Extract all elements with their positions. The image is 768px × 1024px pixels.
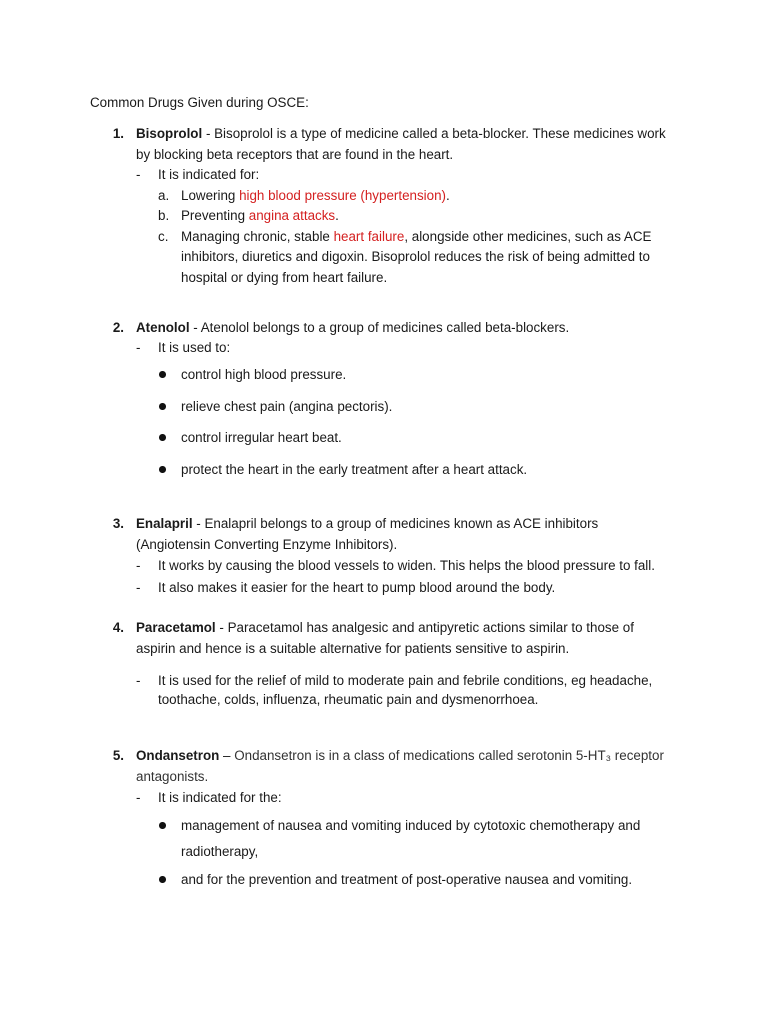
bullet-item: control irregular heart beat.: [181, 430, 342, 445]
dash-marker: -: [136, 580, 141, 595]
separator: -: [202, 126, 215, 141]
separator: –: [219, 748, 235, 763]
text: , alongside other medicines, such as ACE: [404, 229, 652, 244]
list-item-atenolol: [136, 319, 569, 337]
highlighted-term: angina attacks: [248, 208, 336, 223]
letter-marker: a.: [158, 188, 170, 203]
list-number: 4.: [112, 620, 124, 635]
drug-description: Atenolol belongs to a group of medicines called beta-blockers.: [200, 320, 570, 335]
text: .: [335, 208, 339, 223]
dash-marker: -: [136, 167, 141, 182]
list-number: 5.: [112, 748, 124, 763]
bullet-item: control high blood pressure.: [181, 367, 347, 382]
list-item-bisoprolol: [136, 125, 666, 143]
separator: -: [192, 516, 205, 531]
drug-description-cont: (Angiotensin Converting Enzyme Inhibitors).: [136, 537, 398, 552]
dash-marker: -: [136, 558, 141, 573]
text: Lowering: [181, 188, 240, 203]
bullet-icon: [159, 434, 166, 441]
indication-item: [181, 187, 450, 205]
bullet-icon: [159, 403, 166, 410]
indication-item-cont: inhibitors, diuretics and digoxin. Bisoprolol reduces the risk of being admitted to: [181, 249, 650, 264]
drug-description-cont: antagonists.: [136, 769, 209, 784]
drug-name: Atenolol: [136, 320, 190, 335]
dash-marker: -: [136, 673, 141, 688]
list-number: 2.: [112, 320, 124, 335]
indication-item-cont: hospital or dying from heart failure.: [181, 270, 388, 285]
bullet-icon: [159, 822, 166, 829]
drug-description: Ondansetron is in a class of medications called serotonin 5-HT₃ receptor: [234, 748, 664, 763]
text: .: [446, 188, 450, 203]
drug-description: Paracetamol has analgesic and antipyretic actions similar to those of: [227, 620, 634, 635]
sub-point: It is used for the relief of mild to moderate pain and febrile conditions, eg headache,: [158, 673, 653, 688]
highlighted-term: high blood pressure (hypertension): [239, 188, 446, 203]
bullet-item: and for the prevention and treatment of post-operative nausea and vomiting.: [181, 872, 633, 887]
list-number: 3.: [112, 516, 124, 531]
sub-point: It is used to:: [158, 340, 231, 355]
text: Managing chronic, stable: [181, 229, 334, 244]
indication-item: [181, 207, 339, 225]
bullet-item: relieve chest pain (angina pectoris).: [181, 399, 393, 414]
bullet-item-cont: radiotherapy,: [181, 844, 259, 859]
sub-point-cont: toothache, colds, influenza, rheumatic pain and dysmenorrhoea.: [158, 692, 539, 707]
drug-name: Paracetamol: [136, 620, 216, 635]
sub-point: It is indicated for:: [158, 167, 260, 182]
list-number: 1.: [112, 126, 124, 141]
sub-point: It also makes it easier for the heart to pump blood around the body.: [158, 580, 556, 595]
dash-marker: -: [136, 790, 141, 805]
drug-name: Bisoprolol: [136, 126, 203, 141]
drug-description: Enalapril belongs to a group of medicines known as ACE inhibitors: [204, 516, 599, 531]
bullet-item: management of nausea and vomiting induced by cytotoxic chemotherapy and: [181, 818, 641, 833]
indication-item: [181, 228, 651, 246]
list-item-enalapril: [136, 515, 598, 533]
bullet-icon: [159, 466, 166, 473]
sub-point: It works by causing the blood vessels to widen. This helps the blood pressure to fall.: [158, 558, 655, 573]
bullet-icon: [159, 876, 166, 883]
text: Preventing: [181, 208, 249, 223]
bullet-item: protect the heart in the early treatment after a heart attack.: [181, 462, 528, 477]
dash-marker: -: [136, 340, 141, 355]
drug-name: Ondansetron: [136, 748, 220, 763]
drug-description: Bisoprolol is a type of medicine called a beta-blocker. These medicines work: [214, 126, 666, 141]
drug-name: Enalapril: [136, 516, 193, 531]
separator: -: [189, 320, 201, 335]
separator: -: [215, 620, 228, 635]
drug-description-cont: by blocking beta receptors that are found in the heart.: [136, 147, 454, 162]
bullet-icon: [159, 371, 166, 378]
drug-description-cont: aspirin and hence is a suitable alternative for patients sensitive to aspirin.: [136, 641, 570, 656]
list-item-ondansetron: [136, 747, 664, 765]
letter-marker: b.: [158, 208, 170, 223]
highlighted-term: heart failure: [333, 229, 405, 244]
sub-point: It is indicated for the:: [158, 790, 282, 805]
letter-marker: c.: [158, 229, 169, 244]
page-title: Common Drugs Given during OSCE:: [90, 95, 309, 110]
list-item-paracetamol: [136, 619, 634, 637]
